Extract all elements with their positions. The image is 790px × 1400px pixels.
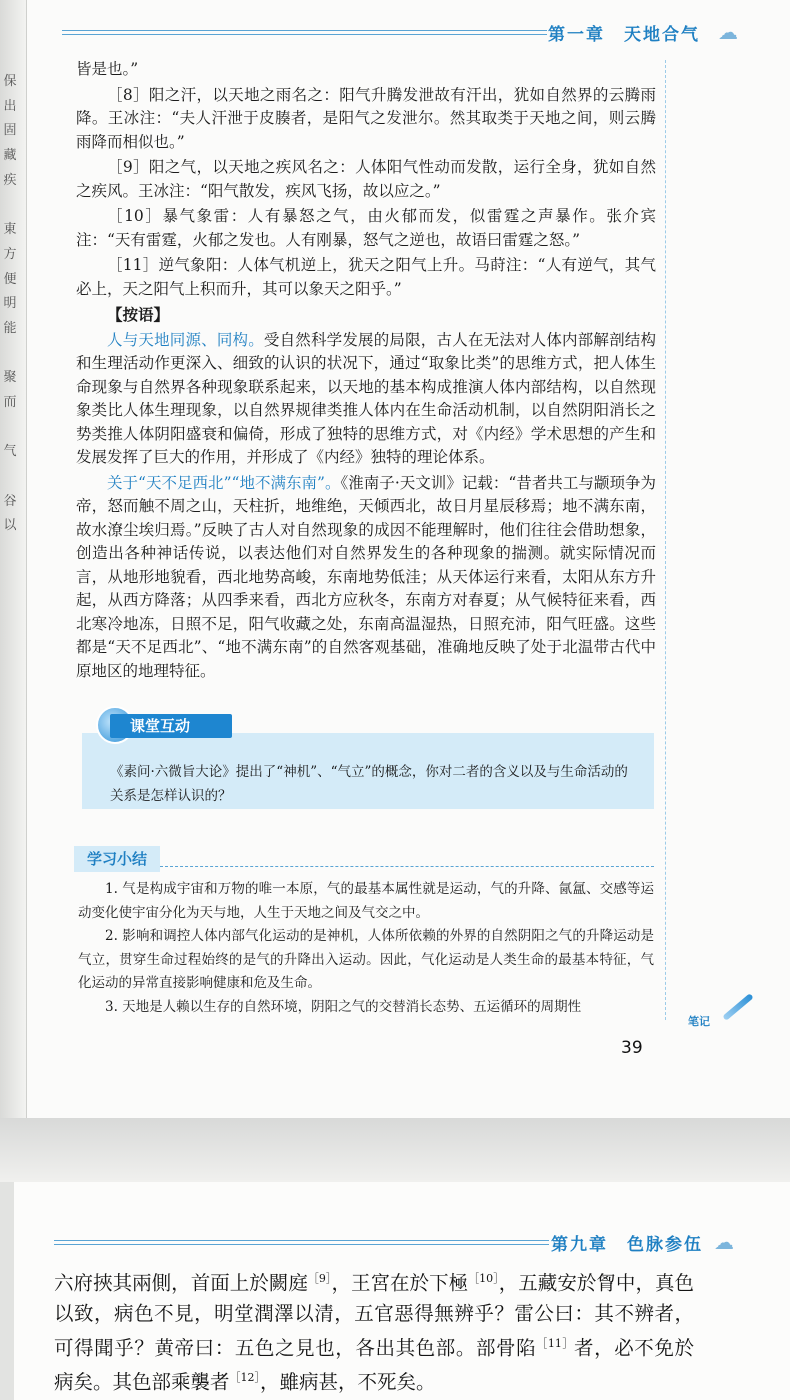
commentary-body: 《淮南子·天文训》记载：“昔者共工与颛顼争为帝，怒而触不周之山，天柱折，地维绝，天倾西北，故日月星辰移焉；地不满东南，故水潦尘埃归焉。”反映了古人对自然现象的成因不能理解时，他们往往会借助想象，创造出各种神话传说，以表达他们对自然界发生的各种现象的揣测。就实际情况而言，从地形地貌看，西北地势高峻，东南地势低洼；从天体运行来看，太阳从东方升起，从西方降落；从四季来看，西北方应秋冬，东南方对春夏；从气候特征来看，西北寒冷地冻，日照不足，阳气收藏之处，东南高温湿热，日照充沛，阳气旺盛。这些都是“天不足西北”、“地不满东南”的自然客观基础，准确地反映了处于北温带古代中原地区的地理特征。: [76, 473, 656, 680]
spine-char: 出: [3, 98, 17, 114]
commentary-topic: 人与天地同源、同构。: [107, 330, 264, 349]
spine-char: 便: [3, 271, 17, 287]
xuexi-title: 学习小结: [74, 846, 160, 872]
annotation-paragraph: ［8］阳之汗，以天地之雨名之：阳气升腾发泄故有汗出，犹如自然界的云腾雨降。王冰注：“夫人汗泄于皮腠者，是阳气之发泄尔。然其取类于天地之间，则云腾雨降而相似也。”: [76, 85, 656, 151]
spine-char: 以: [3, 518, 17, 534]
book-spine: [0, 0, 27, 1118]
lower-page: [14, 1182, 790, 1400]
spine-char: 而: [3, 394, 17, 410]
cloud-ornament-icon: ☁: [714, 1230, 734, 1254]
classic-text: [54, 1264, 694, 1398]
spine-char: 能: [3, 320, 17, 336]
chapter-heading: 第九章 色脉参伍: [551, 1235, 703, 1255]
classic-segment: ，王宮在於下極: [331, 1271, 469, 1295]
spine-char: [2, 193, 18, 218]
annotation-paragraph: 皆是也。”: [76, 60, 139, 78]
summary-item: 2. 影响和调控人体内部气化运动的是神机，人体所依赖的外界的自然阴阳之气的升降运动是气立，贯穿生命过程始终的是气的升降出入运动。因此，气化运动是人类生命的最基本特征，气化运动的异常直接影响健康和危及生命。: [78, 928, 654, 991]
commentary-topic: 关于“天不足西北”“地不满东南”。: [107, 473, 341, 492]
ketang-title: 课堂互动: [110, 714, 232, 738]
footnote-marker[interactable]: ［11］: [536, 1336, 575, 1350]
spine-char: 方: [3, 246, 17, 262]
body-text: [76, 58, 656, 685]
spine-char: 疾: [3, 172, 17, 188]
spine-char: 谷: [3, 493, 17, 509]
spine-char: 東: [3, 222, 17, 238]
spine-char: [2, 416, 18, 441]
xuexi-rule: [160, 866, 654, 867]
spine-char: 固: [3, 123, 17, 139]
commentary-paragraph: [76, 329, 656, 470]
classic-segment: 者，必不免於病矣。其色部乘襲者: [54, 1336, 694, 1394]
summary-item: 3. 天地是人赖以生存的自然环境，阴阳之气的交替消长态势、五运循环的周期性: [105, 998, 582, 1015]
chapter-heading: 第一章 天地合气: [548, 25, 700, 45]
spine-char: 明: [3, 296, 17, 312]
classic-segment: 六府挾其兩側，首面上於闕庭: [54, 1271, 308, 1295]
page-gap: [0, 1118, 790, 1182]
commentary-label: 【按语】: [107, 305, 170, 324]
notes-label: 笔记: [688, 1015, 710, 1028]
annotation-paragraph: ［9］阳之气，以天地之疾风名之：人体阳气性动而发散，运行全身，犹如自然之疾风。王冰注：“阳气散发，疾风飞扬，故以应之。”: [76, 158, 656, 200]
ketang-text: 《素问·六微旨大论》提出了“神机”、“气立”的概念，你对二者的含义以及与生命活动的关系是怎样认识的？: [110, 764, 628, 804]
footnote-marker[interactable]: ［9］: [307, 1272, 332, 1285]
spine-char: [2, 465, 18, 490]
summary-item: 1. 气是构成宇宙和万物的唯一本原，气的最基本属性就是运动，气的升降、氤氲、交感等运动变化使宇宙分化为天与地，人生于天地之间及气交之中。: [78, 881, 654, 921]
classic-segment: ，五藏安於胷中，真色以致，病色不見，明堂潤澤以清，五官惡得無辨乎？雷公曰：其不辨者，可得聞乎？黄帝曰：五色之見也，各出其色部。部骨陷: [54, 1271, 694, 1359]
page-number: 39: [621, 1038, 643, 1058]
commentary-paragraph: [76, 472, 656, 684]
chapter-rule: [54, 1240, 549, 1245]
spine-char: [2, 342, 18, 367]
summary-list: [78, 878, 654, 1019]
footnote-marker[interactable]: ［10］: [468, 1272, 499, 1285]
classic-segment: ，雖病甚，不死矣。: [260, 1370, 436, 1394]
cloud-ornament-icon: ☁: [718, 20, 738, 44]
spine-char: 藏: [3, 148, 17, 164]
notes-column-divider: [665, 60, 666, 1020]
footnote-marker[interactable]: ［12］: [229, 1371, 261, 1384]
page-edge: [0, 1182, 14, 1400]
annotation-paragraph: ［10］暴气象雷：人有暴怒之气，由火郁而发，似雷霆之声暴作。张介宾注：“天有雷霆，火郁之发也。人有刚暴，怒气之逆也，故语曰雷霆之怒。”: [76, 207, 656, 249]
spine-char: 气: [3, 444, 17, 460]
spine-char: 保: [3, 74, 17, 89]
annotation-paragraph: ［11］逆气象阳：人体气机逆上，犹天之阳气上升。马莳注：“人有逆气，其气必上，天之阳气上积而升，其可以象天之阳乎。”: [76, 256, 656, 298]
spine-text: [2, 70, 18, 539]
spine-char: 聚: [3, 370, 17, 386]
chapter-rule: [62, 30, 547, 35]
commentary-body: 受自然科学发展的局限，古人在无法对人体内部解剖结构和生理活动作更深入、细致的认识的状况下，通过“取象比类”的思维方式，把人体生命现象与自然界各种现象联系起来，以天地的基本构成推演人体内部结构，以自然现象类比人体生理现象，以自然界规律类推人体内在生命活动机制，以自然阴阳消长之势类推人体阴阳盛衰和偏倚，形成了独特的思维方式，对《内经》学术思想的产生和发展发挥了巨大的作用，并形成了《内经》独特的理论体系。: [76, 330, 656, 466]
pen-icon: [722, 993, 753, 1021]
